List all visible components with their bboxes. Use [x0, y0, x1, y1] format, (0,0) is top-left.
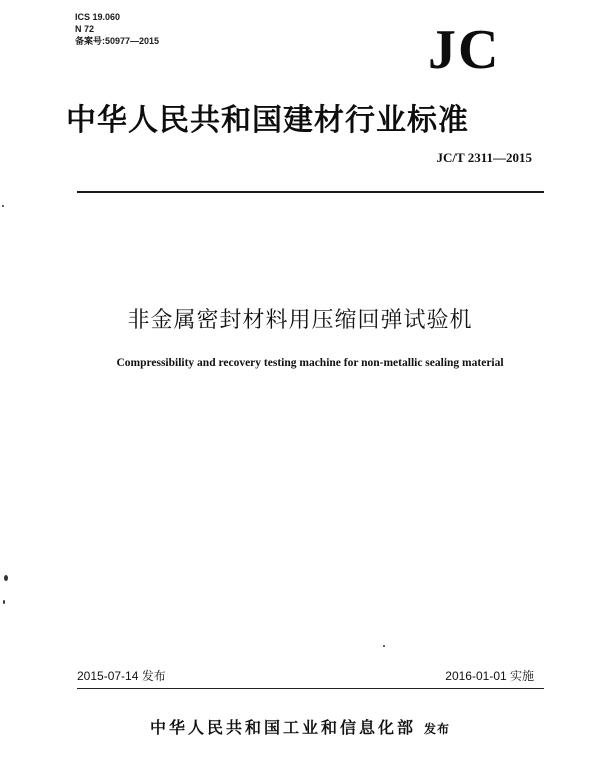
- record-number: 备案号:50977—2015: [75, 36, 160, 46]
- issuer-suffix: 发布: [424, 722, 451, 736]
- issuer-name: 中华人民共和国工业和信息化部: [149, 718, 416, 737]
- standard-category-title: 中华人民共和国建材行业标准: [66, 103, 469, 138]
- document-title-chinese: 非金属密封材料用压缩回弹试验机: [127, 308, 473, 333]
- ics-code: ICS 19.060: [75, 12, 121, 22]
- scan-speck: [383, 645, 385, 647]
- footer-divider: [77, 688, 544, 689]
- ccs-code: N 72: [75, 24, 95, 34]
- standard-number: JC/T 2311—2015: [436, 150, 532, 165]
- standard-mark-logo: JC: [428, 19, 501, 81]
- issuing-authority: [0, 715, 600, 738]
- document-title-english: Compressibility and recovery testing machine for non-metallic sealing material: [116, 357, 504, 369]
- issue-date: 2015-07-14 发布: [77, 669, 166, 683]
- scan-speck: [3, 600, 5, 604]
- header-divider: [77, 191, 544, 193]
- implementation-date: 2016-01-01 实施: [445, 669, 534, 683]
- scan-speck: [2, 205, 4, 207]
- scan-speck: [4, 575, 8, 581]
